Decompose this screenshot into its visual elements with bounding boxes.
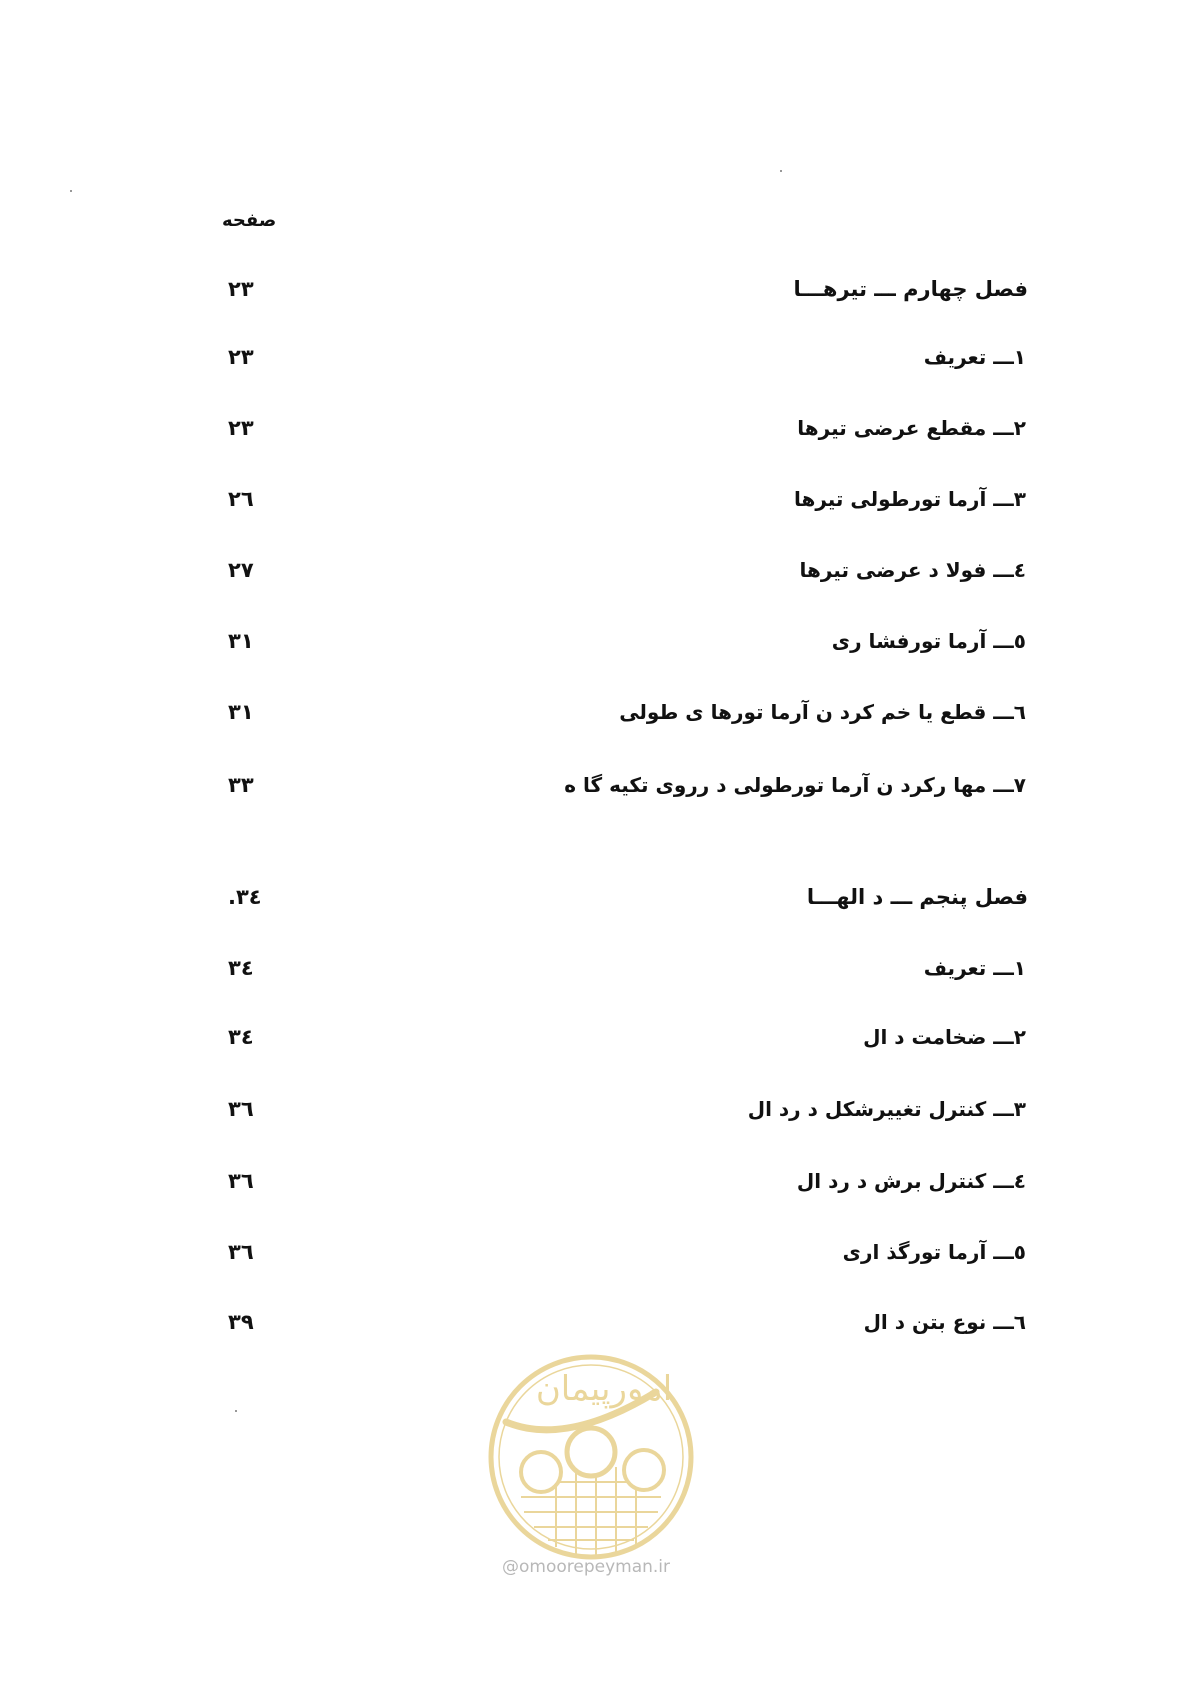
toc-section-title: ٧ـــ مها رکرد ن آرما تورطولی د رروی تکیه گا ه [564, 773, 1026, 797]
toc-page-number: ٣١ [228, 700, 254, 724]
toc-section-row [0, 773, 1191, 813]
scan-speck [70, 190, 72, 192]
toc-section-title: ٣ـــ کنترل تغییرشکل د رد ال [747, 1097, 1026, 1121]
svg-text:امورپیمان: امورپیمان [535, 1369, 673, 1409]
toc-chapter-row [0, 277, 1191, 317]
toc-section-title: ٤ـــ فولا د عرضی تیرها [799, 558, 1026, 582]
omoorepeyman-logo-watermark [486, 1352, 696, 1562]
toc-chapter-title: فصل چهارم ـــ تیرهـــا [793, 277, 1028, 301]
toc-section-row [0, 345, 1191, 385]
toc-section-row [0, 1025, 1191, 1065]
toc-section-row [0, 956, 1191, 996]
toc-section-row [0, 629, 1191, 669]
toc-chapter-title: فصل پنجم ـــ د الهـــا [806, 885, 1028, 909]
toc-section-row [0, 1169, 1191, 1209]
toc-section-title: ٢ـــ ضخامت د ال [863, 1025, 1026, 1049]
toc-section-title: ٦ـــ قطع یا خم کرد ن آرما تورها ی طولی [619, 700, 1026, 724]
watermark-site-text: @omoorepeyman.ir [502, 1557, 671, 1577]
toc-page-number: ٣٦ [228, 1097, 254, 1121]
toc-page-number: ٢٣ [228, 345, 254, 369]
toc-section-title: ١ـــ تعریف [923, 345, 1026, 369]
toc-section-title: ١ـــ تعریف [923, 956, 1026, 980]
page-column-label: صفحه [222, 210, 277, 231]
toc-section-row [0, 1240, 1191, 1280]
toc-page-number: .٣٤ [228, 885, 262, 909]
toc-page-number: ٣٣ [228, 773, 254, 797]
toc-page-number: ٢٧ [228, 558, 254, 582]
scan-speck [780, 170, 782, 172]
toc-page-number: ٣٤ [228, 1025, 254, 1049]
toc-page-number: ٣٩ [228, 1310, 254, 1334]
toc-page-number: ٢٣ [228, 416, 254, 440]
toc-section-title: ٤ـــ کنترل برش د رد ال [796, 1169, 1026, 1193]
toc-section-row [0, 1310, 1191, 1350]
toc-page-number: ٢٣ [228, 277, 254, 301]
toc-section-title: ٦ـــ نوع بتن د ال [863, 1310, 1026, 1334]
toc-page-number: ٢٦ [228, 487, 254, 511]
toc-section-row [0, 1097, 1191, 1137]
toc-section-row [0, 558, 1191, 598]
toc-page-number: ٣٤ [228, 956, 254, 980]
toc-section-row [0, 700, 1191, 740]
toc-section-title: ٢ـــ مقطع عرضی تیرها [797, 416, 1026, 440]
toc-section-title: ٥ـــ آرما تورگذ اری [842, 1240, 1026, 1264]
toc-section-title: ٥ـــ آرما تورفشا ری [831, 629, 1026, 653]
toc-chapter-row [0, 885, 1191, 925]
toc-page-number: ٣٦ [228, 1240, 254, 1264]
scan-speck [235, 1410, 237, 1412]
toc-page-number: ٣٦ [228, 1169, 254, 1193]
toc-section-row [0, 416, 1191, 456]
toc-page-number: ٣١ [228, 629, 254, 653]
toc-section-title: ٣ـــ آرما تورطولی تیرها [793, 487, 1026, 511]
toc-section-row [0, 487, 1191, 527]
